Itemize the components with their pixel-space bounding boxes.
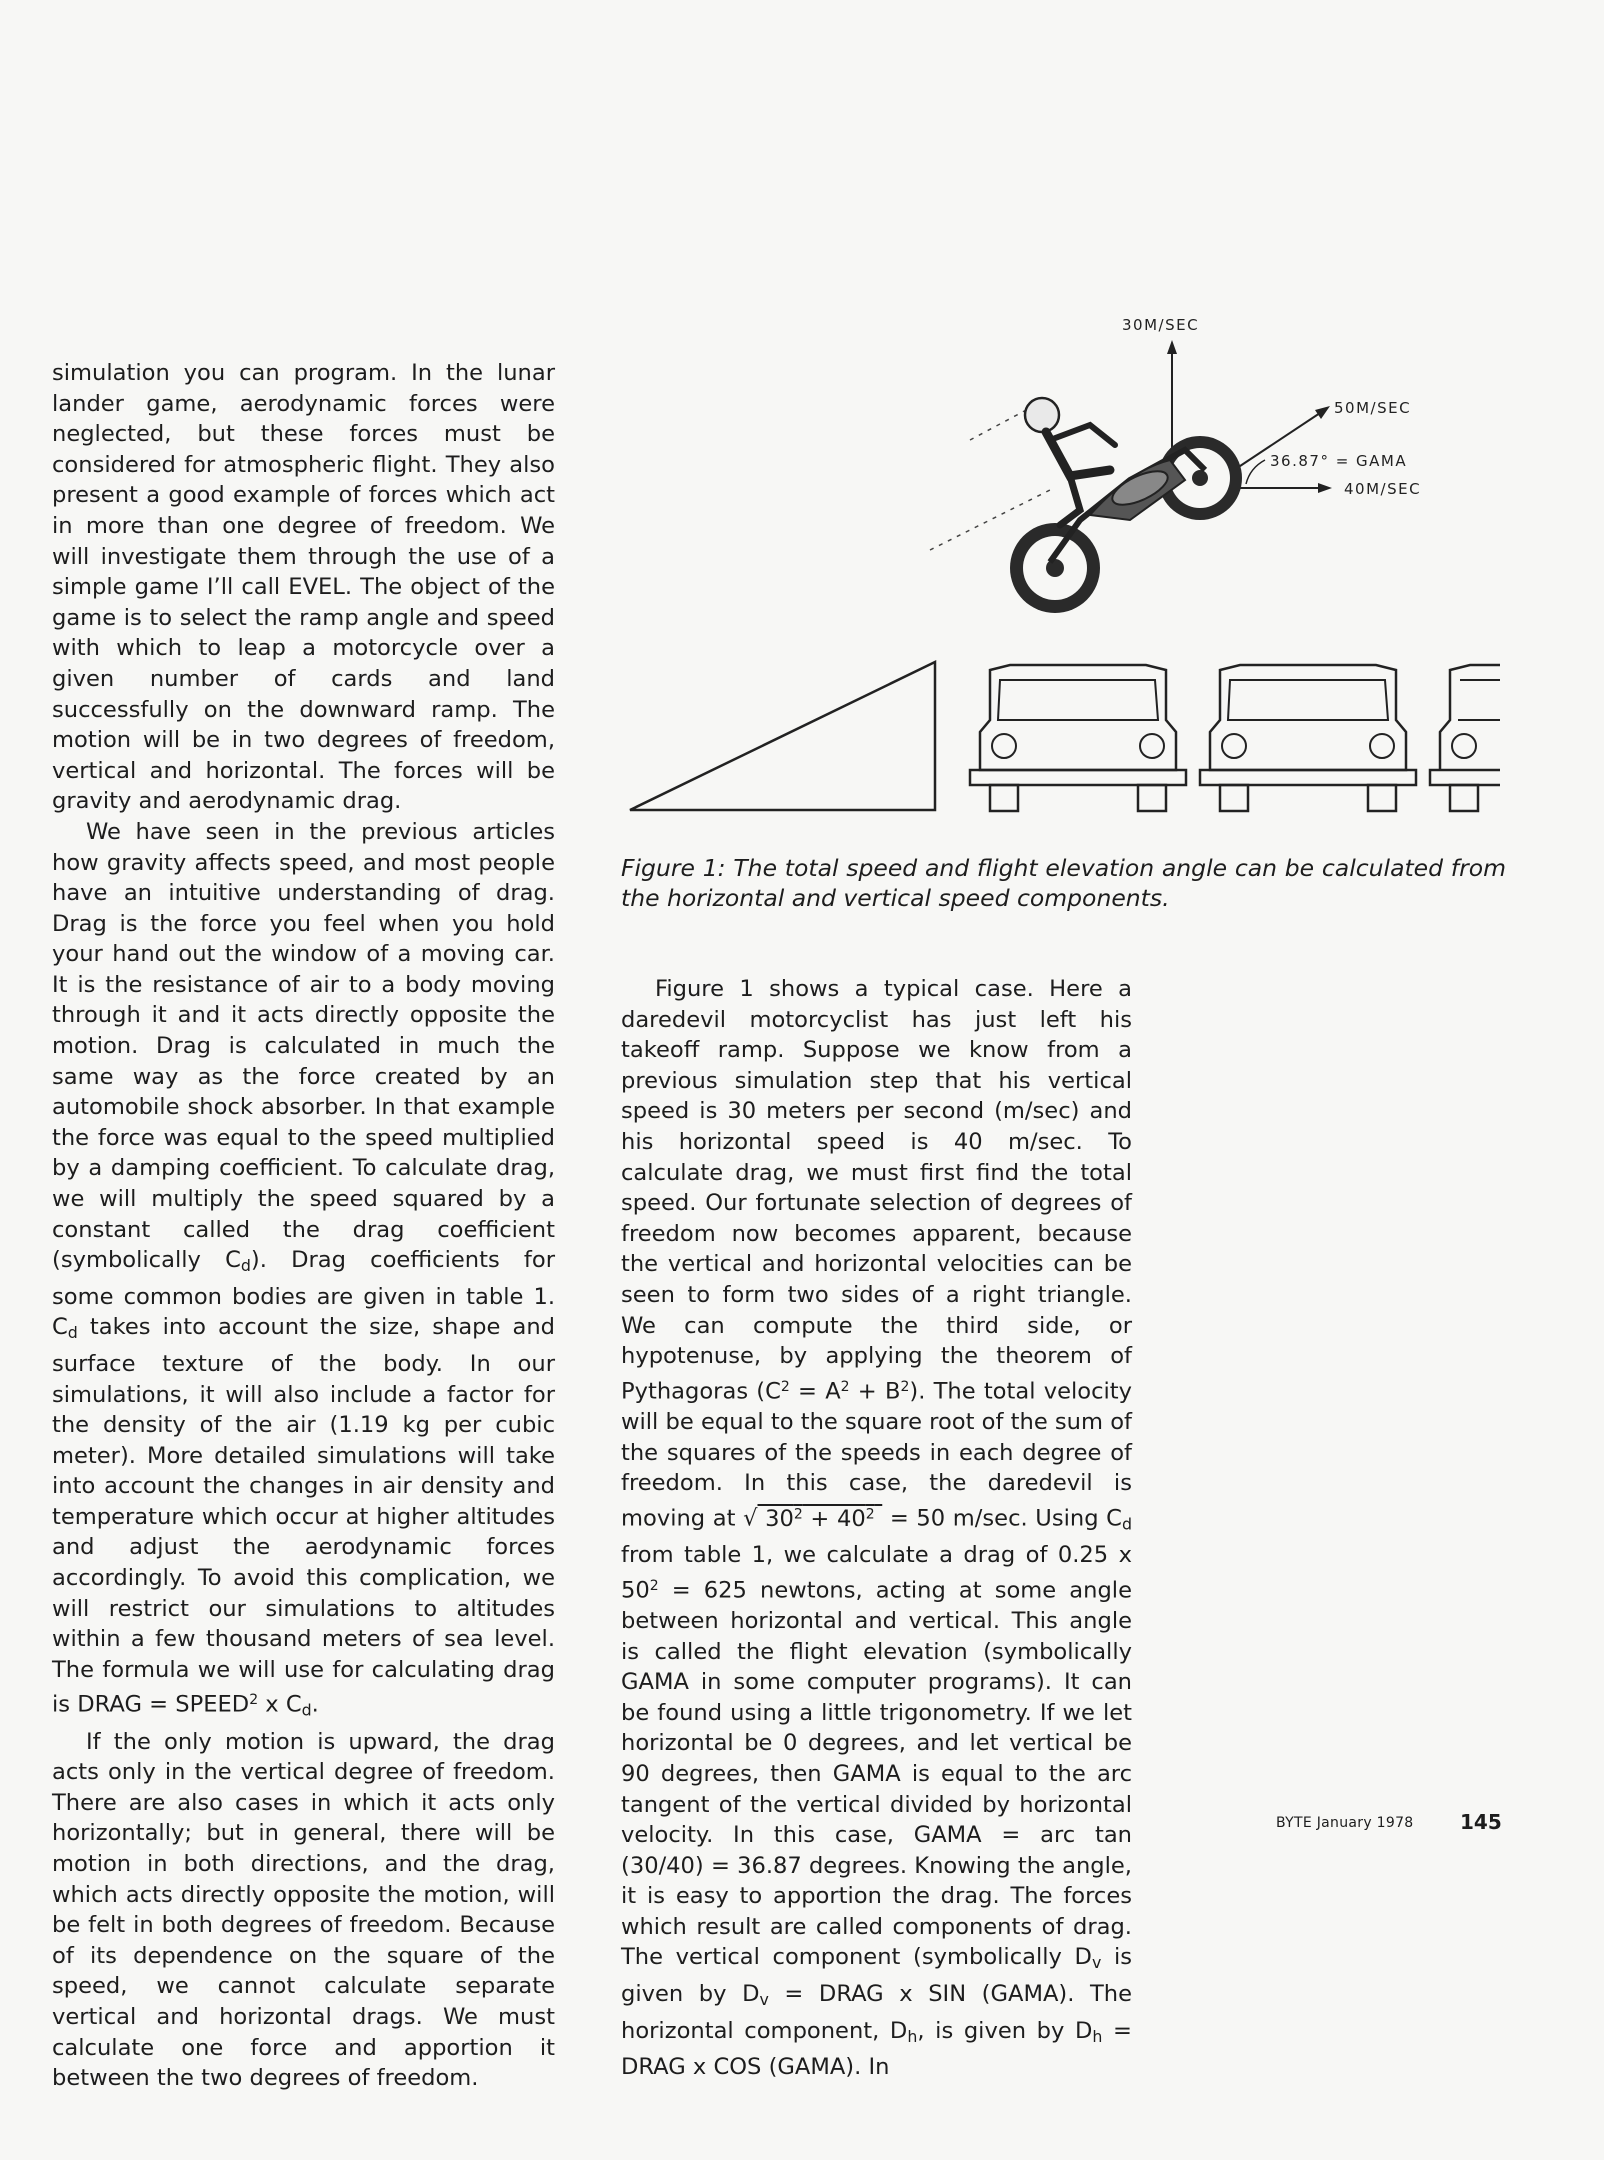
label-total-speed: 50M/SEC [1334,399,1412,417]
figure-caption: Figure 1: The total speed and flight elevation angle can be calculated from the horizontal and vertical speed components. [621,854,1506,912]
car-icon [1430,665,1500,811]
label-horizontal-speed: 40M/SEC [1344,480,1422,498]
paragraph-1: simulation you can program. In the lunar lander game, aerodynamic forces were neglected, but these forces must be considered for atmospheric flight. They also present a good example of forces which act in more than one degree of freedom. We will investigate them through the use of a simple game I’ll call EVEL. The object of the game is to select the ramp angle and speed with which to leap a motorcycle over a given number of cards and land successfully on the downward ramp. The motion will be in two degrees of freedom, vertical and horizontal. The forces will be gravity and aerodynamic drag. [52,360,555,815]
paragraph-3: If the only motion is upward, the drag acts only in the vertical degree of freedom. There are also cases in which it acts only horizontally; but in general, there will be motion in both directions, and the drag, which acts directly opposite the motion, will be felt in both degrees of freedom. Because of its dependence on the square of the speed, we cannot calculate separate vertical and horizontal drags. We must calculate one force and apportion it between the two degrees of freedom. [52,1728,555,2092]
label-vertical-speed: 30M/SEC [1122,316,1200,334]
footer-publication: BYTE January 1978 [1276,1815,1414,1831]
car-icon [1200,665,1416,811]
left-column [52,358,555,2094]
figure-1-illustration [610,300,1500,830]
motorcycle-icon [1010,398,1242,613]
takeoff-ramp-icon [630,662,935,810]
page-number: 145 [1460,1810,1502,1834]
car-icon [970,665,1186,811]
paragraph-4: Figure 1 shows a typical case. Here a daredevil motorcyclist has just left his takeoff ramp. Suppose we know from a previous simulation step that his vertical speed is 30 meters per second (m/sec) and his horizontal speed is 40 m/sec. To calculate drag, we must first find the total speed. Our fortunate selection of degrees of freedom now becomes apparent, because the vertical and horizontal velocities can be seen to form two sides of a right triangle. We can compute the third side, or hypotenuse, by applying the theorem of Pythagoras $(C^2 = A^2 + B^2)$. The total velocity will be equal to the square root of the sum of the squares of the speeds in each degree of freedom. In this case, the daredevil is moving at √ $30^2 + 40^2 = 50$ m/sec. Using $C_d$ from table 1, we calculate a drag of 0.25 x $50^2 = 625$ newtons, acting at some angle between horizontal and vertical. This angle is called the flight elevation (symbolically GAMA in some computer programs). It can be found using a little trigonometry. If we let horizontal be 0 degrees, and let vertical be 90 degrees, then GAMA is equal to the arc tangent of the vertical divided by horizontal velocity. In this case, GAMA = arc tan (30/40) = 36.87 degrees. Knowing the angle, it is easy to apportion the drag. The forces which result are called components of drag. The vertical component (symbolically $D_v$ is given by $D_v$ = DRAG x SIN (GAMA). The horizontal component, $D_h$, is given by $D_h$ = DRAG x COS (GAMA). In [621,976,1133,2081]
right-column [621,974,1132,2083]
paragraph-2: We have seen in the previous articles how gravity affects speed, and most people have an intuitive understanding of drag. Drag is the force you feel when you hold your hand out the window of a moving car. It is the resistance of air to a body moving through it and it acts directly opposite the motion. Drag is calculated in much the same way as the force created by an automobile shock absorber. In that example the force was equal to the speed multiplied by a damping coefficient. To calculate drag, we will multiply the speed squared by a constant called the drag coefficient (symbolically $C_d$). Drag coefficients for some common bodies are given in table 1. $C_d$ takes into account the size, shape and surface texture of the body. In our simulations, it will also include a factor for the density of the air (1.19 kg per cubic meter). More detailed simulations will take into account the changes in air density and temperature which occur at higher altitudes and adjust the aerodynamic forces accordingly. To avoid this complication, we will restrict our simulations to altitudes within a few thousand meters of sea level. The formula we will use for calculating drag is DRAG = $SPEED^2$ x $C_d$. [52,818,555,1721]
label-gama-angle: 36.87° = GAMA [1270,452,1408,470]
